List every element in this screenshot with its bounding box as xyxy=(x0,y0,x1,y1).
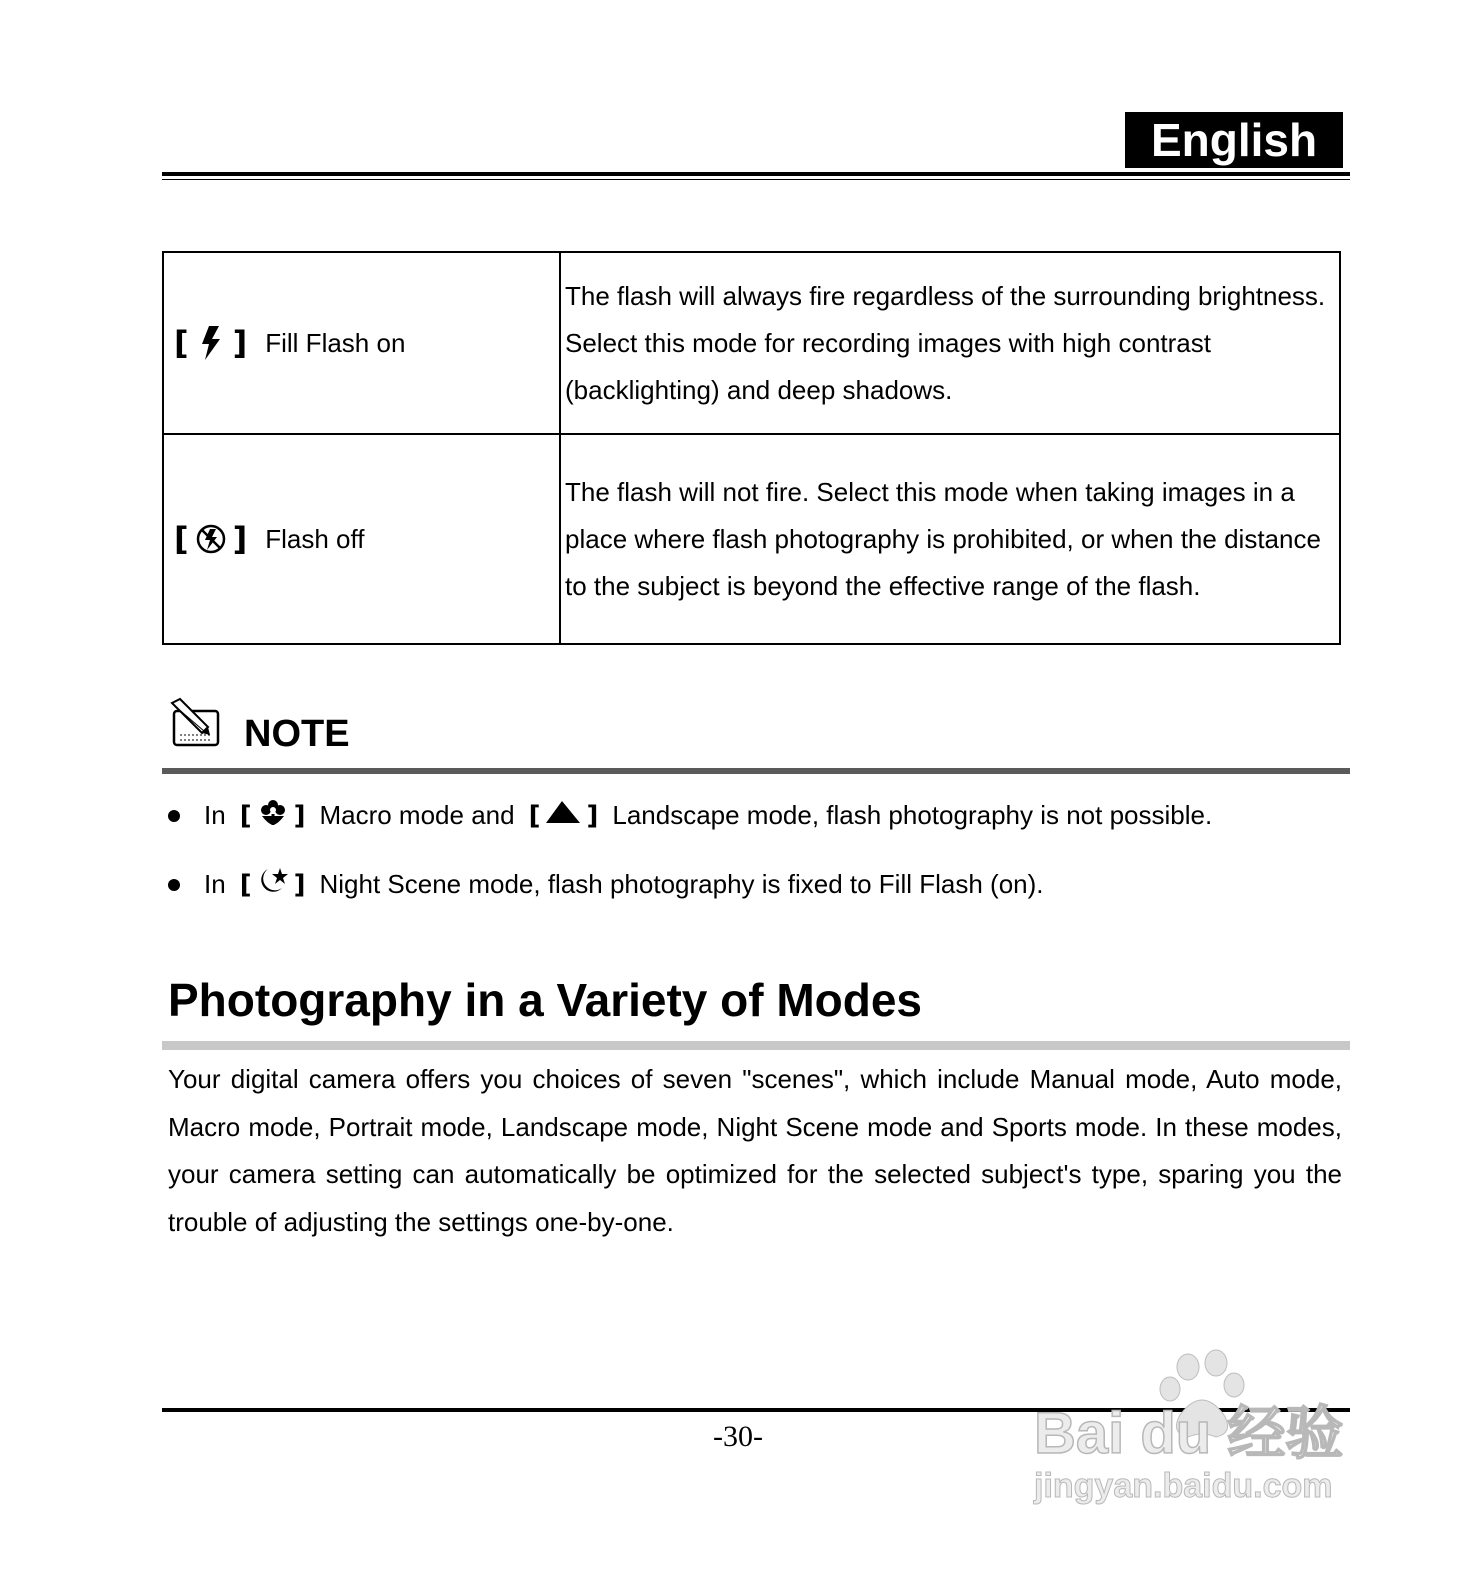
language-badge: English xyxy=(1125,112,1343,168)
flash-bolt-icon xyxy=(189,326,233,360)
flash-off-icon xyxy=(189,523,233,555)
note-pencil-icon xyxy=(168,697,222,749)
list-item: In [ ] Macro mode and [ ] Landscape mode, flash photography is not possible. xyxy=(168,798,1212,833)
mode-label: Fill Flash on xyxy=(265,327,406,358)
mode-cell: [ ] Flash off xyxy=(163,434,560,644)
mode-description: The flash will always fire regardless of the surrounding brightness. Select this mode for recording images with high contrast (backlighting) and deep shadows. xyxy=(565,280,1326,405)
landscape-mountain-icon xyxy=(546,799,580,832)
bullet-dot xyxy=(168,879,180,891)
header-rule xyxy=(162,172,1350,176)
bullet-dot xyxy=(168,810,180,822)
note-title: NOTE xyxy=(244,713,350,755)
section-body: Your digital camera offers you choices of seven "scenes", which include Manual mode, Auto mode, Macro mode, Portrait mode, Landscape mode, Night Scene mode and Sports mode. In these modes, your camera setting can automatically be optimized for the selected subject's type, sparing you the trouble of adjusting the settings one-by-one. xyxy=(168,1064,1342,1237)
watermark-url: jingyan.baidu.com xyxy=(1034,1467,1333,1505)
header-rule-thin xyxy=(162,179,1350,180)
mode-description: The flash will not fire. Select this mode when taking images in a place where flash photography is prohibited, or when the distance to the subject is beyond the effective range of the flash. xyxy=(565,476,1321,601)
baidu-watermark xyxy=(1020,1345,1380,1515)
table-row xyxy=(163,252,1340,434)
note-rule xyxy=(162,768,1350,774)
mode-cell: [ ] Fill Flash on xyxy=(163,252,560,434)
section-title: Photography in a Variety of Modes xyxy=(168,974,923,1026)
table-row xyxy=(163,434,1340,644)
watermark-brand: Bai du 经验 xyxy=(1034,1401,1344,1466)
page-number: -30- xyxy=(713,1420,763,1453)
section-rule xyxy=(162,1041,1350,1050)
macro-flower-icon xyxy=(258,798,288,833)
mode-label: Flash off xyxy=(265,523,365,554)
list-item: In [ ] Night Scene mode, flash photography is fixed to Fill Flash (on). xyxy=(168,866,1044,903)
description-cell xyxy=(560,252,1340,434)
night-scene-moon-star-icon xyxy=(256,866,290,903)
flash-mode-table xyxy=(162,251,1341,645)
description-cell xyxy=(560,434,1340,644)
